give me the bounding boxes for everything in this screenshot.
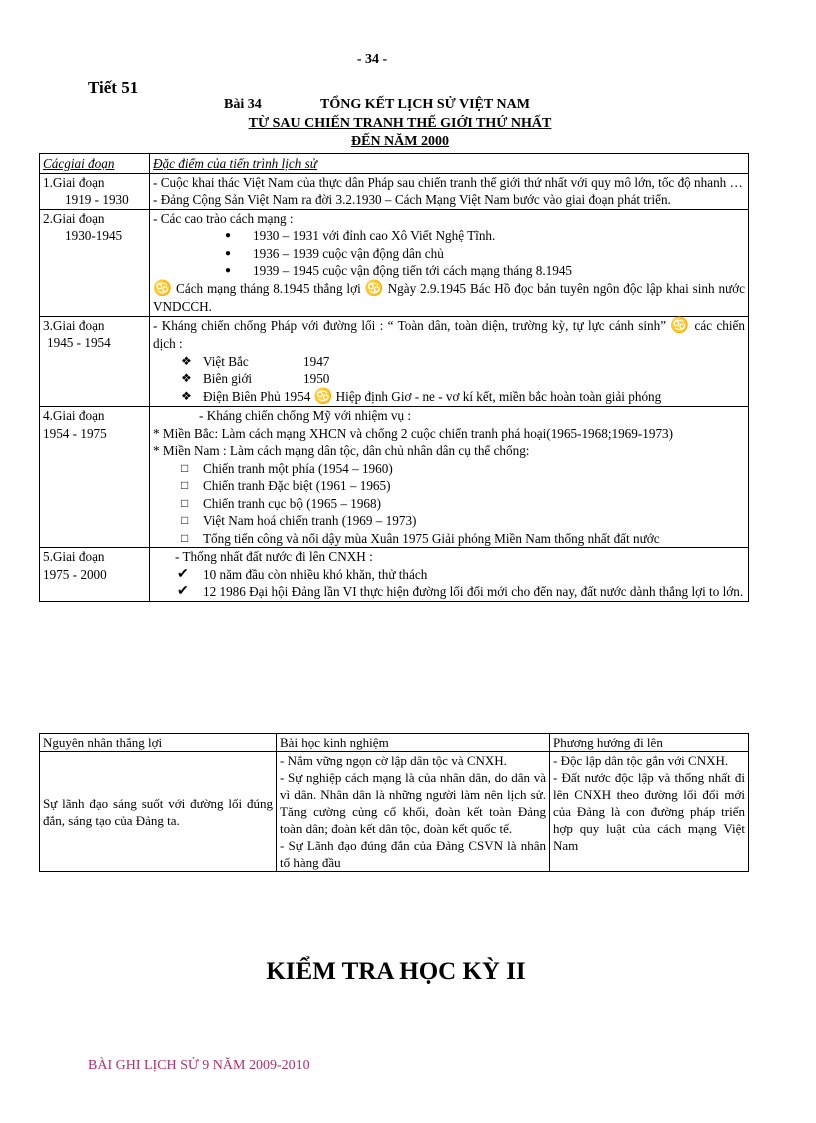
stage-years: 1919 - 1930 xyxy=(65,192,129,207)
intro-b: các chiến dịch : xyxy=(153,317,746,351)
stage-label: 3.Giai đoạn xyxy=(43,317,105,333)
direction-text: - Đất nước độc lập và thống nhất đi lên CNXH theo đường lối đổi mới của Đảng là con đường pháp triển hợp quy luật của cách mạng Việt Nam xyxy=(553,770,745,853)
header-reason: Nguyên nhân thắng lợi xyxy=(40,734,277,752)
list-item xyxy=(153,353,745,371)
lesson-code: Bài 34 xyxy=(224,97,262,112)
table-header-row xyxy=(40,154,749,174)
reason-cell: Sự lãnh đạo sáng suốt với đường lối đúng đắn, sáng tạo của Đảng ta. xyxy=(40,752,277,872)
bullet-list xyxy=(153,227,745,280)
lessons-cell xyxy=(277,752,550,872)
stage-cell xyxy=(40,173,150,209)
campaign-name: Điện Biên Phủ 1954 xyxy=(203,388,311,404)
directions-cell xyxy=(550,752,749,872)
title-line-1 xyxy=(210,97,590,113)
stage-years: 1975 - 2000 xyxy=(43,566,107,582)
list-item: ● 1930 – 1931 với đỉnh cao Xô Viết Nghệ Tĩnh. xyxy=(153,227,745,245)
lesson-number: Tiết 51 xyxy=(88,78,139,97)
war-list xyxy=(153,460,745,548)
stage-label: 4.Giai đoạn xyxy=(43,408,105,423)
summary-table xyxy=(39,733,749,872)
title-line-2: TỪ SAU CHIẾN TRANH THẾ GIỚI THỨ NHẤT xyxy=(248,116,552,131)
conclusion-a: Cách mạng tháng 8.1945 thắng lợi xyxy=(176,280,361,296)
summary-row xyxy=(40,752,749,872)
exam-heading: KIỂM TRA HỌC KỲ II xyxy=(266,958,526,985)
campaign-name: Biên giới xyxy=(203,371,253,386)
header-features: Đặc điểm của tiến trình lịch sử xyxy=(150,154,749,174)
page-number: - 34 - xyxy=(356,52,388,67)
conclusion-text xyxy=(153,280,745,316)
features-cell xyxy=(150,209,749,316)
intro-a: - Kháng chiến chống Pháp với đường lối : “ Toàn dân, toàn diện, trường kỳ, tự lực cánh sinh” xyxy=(153,317,667,333)
campaign-year: 1947 xyxy=(303,353,330,369)
table-row xyxy=(40,209,749,316)
arrow-conclusion-icon: ♋ xyxy=(153,280,173,297)
feature-text: - Kháng chiến chống Mỹ với nhiệm vụ : xyxy=(199,408,412,423)
lesson-text: - Nắm vững ngọn cờ lập dân tộc và CNXH. xyxy=(280,753,507,768)
table-row xyxy=(40,407,749,548)
stage-years: 1945 - 1954 xyxy=(47,335,111,350)
list-item: □ Chiến tranh cục bộ (1965 – 1968) xyxy=(153,495,745,513)
stage-cell xyxy=(40,209,150,316)
list-item: ✔ 10 năm đầu còn nhiều khó khăn, thử thách xyxy=(153,566,745,584)
campaign-list xyxy=(153,353,745,407)
conclusion-b: Ngày 2.9.1945 Bác Hồ đọc bản tuyên ngôn độc lập khai sinh nước VNDCCH. xyxy=(153,280,746,314)
arrow-conclusion-icon: ♋ xyxy=(313,388,333,405)
stage-years: 1954 - 1975 xyxy=(43,425,107,441)
feature-text: * Miền Nam : Làm cách mạng dân tộc, dân chủ nhân dân cụ thể chống: xyxy=(153,443,530,458)
history-stages-table xyxy=(39,153,749,602)
stage-cell xyxy=(40,407,150,548)
stage-label: 1.Giai đoạn xyxy=(43,174,105,190)
list-item: ● 1936 – 1939 cuộc vận động dân chủ xyxy=(153,245,745,263)
header-stages: Cácgiai đoạn xyxy=(40,154,150,174)
campaign-year: 1950 xyxy=(303,371,330,386)
stage-label: 5.Giai đoạn xyxy=(43,549,105,564)
features-cell xyxy=(150,548,749,602)
list-item: ● 1939 – 1945 cuộc vận động tiến tới cách mạng tháng 8.1945 xyxy=(153,262,745,280)
list-item: □ Việt Nam hoá chiến tranh (1969 – 1973) xyxy=(153,512,745,530)
feature-text: - Các cao trào cách mạng : xyxy=(153,210,294,226)
list-item: □ Chiến tranh một phía (1954 – 1960) xyxy=(153,460,745,478)
stage-cell xyxy=(40,548,150,602)
table-row xyxy=(40,173,749,209)
feature-text: - Thống nhất đất nước đi lên CNXH : xyxy=(175,549,373,564)
feature-text xyxy=(153,317,745,353)
feature-text: * Miền Bắc: Làm cách mạng XHCN và chống 2 cuộc chiến tranh phá hoại(1965-1968;1969-1973) xyxy=(153,425,674,441)
features-cell xyxy=(150,173,749,209)
stage-years: 1930-1945 xyxy=(65,228,123,243)
footer-text: BÀI GHI LỊCH SỬ 9 NĂM 2009-2010 xyxy=(88,1058,310,1073)
list-item: ✔ 12 1986 Đại hội Đảng lần VI thực hiện đường lối đổi mới cho đến nay, đất nước dành thắng lợi to lớn. xyxy=(153,583,745,601)
header-lessons: Bài học kinh nghiệm xyxy=(277,734,550,752)
lesson-text: - Sự nghiệp cách mạng là của nhân dân, do dân và vì dân. Nhân dân là những người làm nên lịch sử. Tăng cường củng cố khối, đoàn kết toàn Đảng toàn dân; đoàn kết dân tộc, đoàn kết quốc tế. xyxy=(280,770,546,836)
list-item xyxy=(153,388,745,407)
campaign-name: Việt Bắc xyxy=(203,353,249,369)
feature-text: - Đảng Cộng Sản Việt Nam ra đời 3.2.1930 – Cách Mạng Việt Nam bước vào giai đoạn phát triển. xyxy=(153,192,671,207)
features-cell xyxy=(150,407,749,548)
feature-text: - Cuộc khai thác Việt Nam của thực dân Pháp sau chiến tranh thế giới thứ nhất với quy mô lớn, tốc độ nhanh … xyxy=(153,174,743,190)
header-directions: Phương hướng đi lên xyxy=(550,734,749,752)
summary-header-row xyxy=(40,734,749,752)
list-item: □ Tổng tiến công và nổi dậy mùa Xuân 1975 Giải phóng Miền Nam thống nhất đất nước xyxy=(153,530,745,548)
title-line-3: ĐẾN NĂM 2000 xyxy=(351,134,449,149)
table-row xyxy=(40,548,749,602)
arrow-conclusion-icon: ♋ xyxy=(670,317,691,334)
table-row xyxy=(40,316,749,407)
lesson-text: - Sự Lãnh đạo đúng đắn của Đảng CSVN là nhân tố hàng đầu xyxy=(280,838,546,870)
stage-cell xyxy=(40,316,150,407)
stage-label: 2.Giai đoạn xyxy=(43,210,105,226)
check-list xyxy=(153,566,745,601)
list-item: □ Chiến tranh Đặc biệt (1961 – 1965) xyxy=(153,477,745,495)
title-main: TỔNG KẾT LỊCH SỬ VIỆT NAM xyxy=(320,97,530,112)
features-cell xyxy=(150,316,749,407)
direction-text: - Độc lập dân tộc gắn với CNXH. xyxy=(553,753,729,768)
campaign-result: Hiệp định Giơ - ne - vơ kí kết, miền bắc hoàn toàn giải phóng xyxy=(335,388,662,404)
list-item xyxy=(153,370,745,388)
arrow-conclusion-icon: ♋ xyxy=(364,280,384,297)
